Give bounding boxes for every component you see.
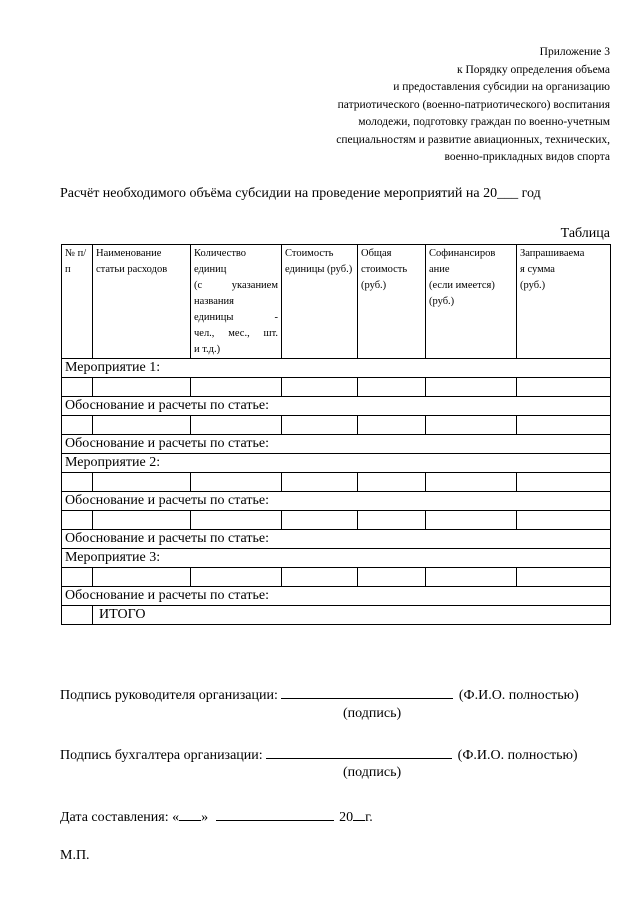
date-year-prefix: 20 [339, 810, 354, 825]
table-cell[interactable] [62, 606, 93, 625]
date-month-field[interactable] [216, 806, 334, 821]
accountant-signature-line [60, 744, 578, 764]
header-quantity-line [194, 326, 278, 342]
document-title: Расчёт необходимого объёма субсидии на проведение мероприятий на 20___ год [60, 186, 541, 201]
table-row [62, 473, 611, 492]
table-cell[interactable] [517, 378, 611, 397]
table-cell[interactable] [191, 473, 282, 492]
accountant-signature-label: Подпись бухгалтера организации: [60, 748, 263, 763]
header-num: № п/п [62, 245, 93, 359]
justification-label: Обоснование и расчеты по статье: [62, 397, 611, 416]
table-cell[interactable] [426, 511, 517, 530]
table-cell[interactable] [426, 473, 517, 492]
header-quantity-line: и т.д.) [194, 344, 221, 355]
date-label: Дата составления: « [60, 810, 180, 825]
table-cell[interactable] [282, 416, 358, 435]
head-signature-label: Подпись руководителя организации: [60, 688, 278, 703]
justification-label: Обоснование и расчеты по статье: [62, 435, 611, 454]
justification-row [62, 492, 611, 511]
appendix-line: и предоставления субсидии на организацию [393, 81, 610, 93]
date-line [60, 806, 373, 826]
header-cofinancing-line: (руб.) [429, 296, 455, 307]
table-cell[interactable] [62, 511, 93, 530]
table-cell[interactable] [517, 568, 611, 587]
header-requested-line: Запрашиваема [520, 248, 585, 259]
header-quantity [191, 245, 282, 359]
header-quantity-line [194, 310, 278, 326]
accountant-signature-note: (подпись) [343, 765, 402, 780]
event-row [62, 454, 611, 473]
appendix-line: военно-прикладных видов спорта [444, 151, 610, 163]
table-cell[interactable] [358, 568, 426, 587]
table-cell[interactable] [62, 378, 93, 397]
appendix-line: к Порядку определения объема [456, 63, 610, 76]
table-cell[interactable] [517, 416, 611, 435]
table-cell[interactable] [358, 511, 426, 530]
header-cofinancing-line: (если имеется) [429, 280, 495, 291]
total-label: ИТОГО [93, 606, 611, 625]
appendix-header [336, 44, 610, 167]
justification-label: Обоснование и расчеты по статье: [62, 530, 611, 549]
table-row [62, 568, 611, 587]
event-label: Мероприятие 3: [62, 549, 611, 568]
table-cell[interactable] [93, 473, 191, 492]
head-signature-note: (подпись) [343, 706, 402, 721]
event-label: Мероприятие 1: [62, 359, 611, 378]
table-cell[interactable] [282, 568, 358, 587]
appendix-line: специальностям и развитие авиационных, технических, [336, 133, 610, 146]
header-quantity-word: - [274, 312, 278, 323]
total-row [62, 606, 611, 625]
header-quantity-line: названия [194, 296, 234, 307]
subsidy-table [61, 244, 611, 625]
header-quantity-word: (с [194, 280, 203, 291]
event-row [62, 359, 611, 378]
header-total-cost: Общая стоимость (руб.) [358, 245, 426, 359]
table-cell[interactable] [62, 416, 93, 435]
appendix-line: патриотического (военно-патриотического) воспитания [337, 98, 610, 111]
table-cell[interactable] [191, 568, 282, 587]
header-requested-line: я сумма [520, 264, 555, 275]
header-quantity-word: единицы [194, 312, 234, 323]
justification-row [62, 530, 611, 549]
justification-row [62, 397, 611, 416]
table-cell[interactable] [426, 416, 517, 435]
table-cell[interactable] [93, 568, 191, 587]
head-fio-note: (Ф.И.О. полностью) [458, 688, 579, 703]
header-requested-line: (руб.) [520, 280, 546, 291]
head-signature-line [60, 684, 579, 704]
accountant-fio-note: (Ф.И.О. полностью) [457, 748, 578, 763]
accountant-signature-field[interactable] [266, 744, 452, 759]
table-cell[interactable] [62, 473, 93, 492]
header-quantity-word: шт. [263, 328, 278, 339]
table-cell[interactable] [93, 378, 191, 397]
table-cell[interactable] [93, 416, 191, 435]
table-cell[interactable] [191, 378, 282, 397]
header-quantity-line [194, 278, 278, 294]
table-cell[interactable] [191, 416, 282, 435]
table-cell[interactable] [426, 568, 517, 587]
date-quote-close: » [201, 810, 209, 825]
table-cell[interactable] [282, 473, 358, 492]
header-unit-cost: Стоимость единицы (руб.) [282, 245, 358, 359]
date-year-field[interactable] [353, 806, 365, 821]
header-quantity-word: указанием [231, 280, 278, 291]
table-label: Таблица [560, 226, 610, 241]
table-header-row [62, 245, 611, 359]
table-cell[interactable] [62, 568, 93, 587]
appendix-line: молодежи, подготовку граждан по военно-учетным [358, 116, 610, 128]
table-cell[interactable] [358, 416, 426, 435]
justification-row [62, 435, 611, 454]
table-row [62, 378, 611, 397]
header-name: Наименование статьи расходов [93, 245, 191, 359]
table-row [62, 416, 611, 435]
justification-label: Обоснование и расчеты по статье: [62, 587, 611, 606]
header-cofinancing-line: Софинансиров [429, 248, 496, 259]
appendix-line: Приложение 3 [539, 46, 610, 58]
justification-row [62, 587, 611, 606]
header-cofinancing [426, 245, 517, 359]
head-signature-field[interactable] [281, 684, 453, 699]
table-cell[interactable] [517, 473, 611, 492]
header-quantity-word: чел., [194, 328, 215, 339]
table-cell[interactable] [358, 378, 426, 397]
table-cell[interactable] [93, 511, 191, 530]
header-quantity-line: Количество единиц [194, 248, 247, 275]
event-label: Мероприятие 2: [62, 454, 611, 473]
table-cell[interactable] [191, 511, 282, 530]
table-cell[interactable] [282, 511, 358, 530]
date-day-field[interactable] [179, 806, 201, 821]
header-quantity-word: мес., [228, 328, 250, 339]
table-cell[interactable] [358, 473, 426, 492]
table-cell[interactable] [282, 378, 358, 397]
event-row [62, 549, 611, 568]
table-row [62, 511, 611, 530]
header-cofinancing-line: ание [429, 264, 450, 275]
table-cell[interactable] [517, 511, 611, 530]
date-year-suffix: г. [365, 810, 373, 825]
header-requested-amount [517, 245, 611, 359]
stamp-placeholder: М.П. [60, 848, 90, 863]
justification-label: Обоснование и расчеты по статье: [62, 492, 611, 511]
table-cell[interactable] [426, 378, 517, 397]
